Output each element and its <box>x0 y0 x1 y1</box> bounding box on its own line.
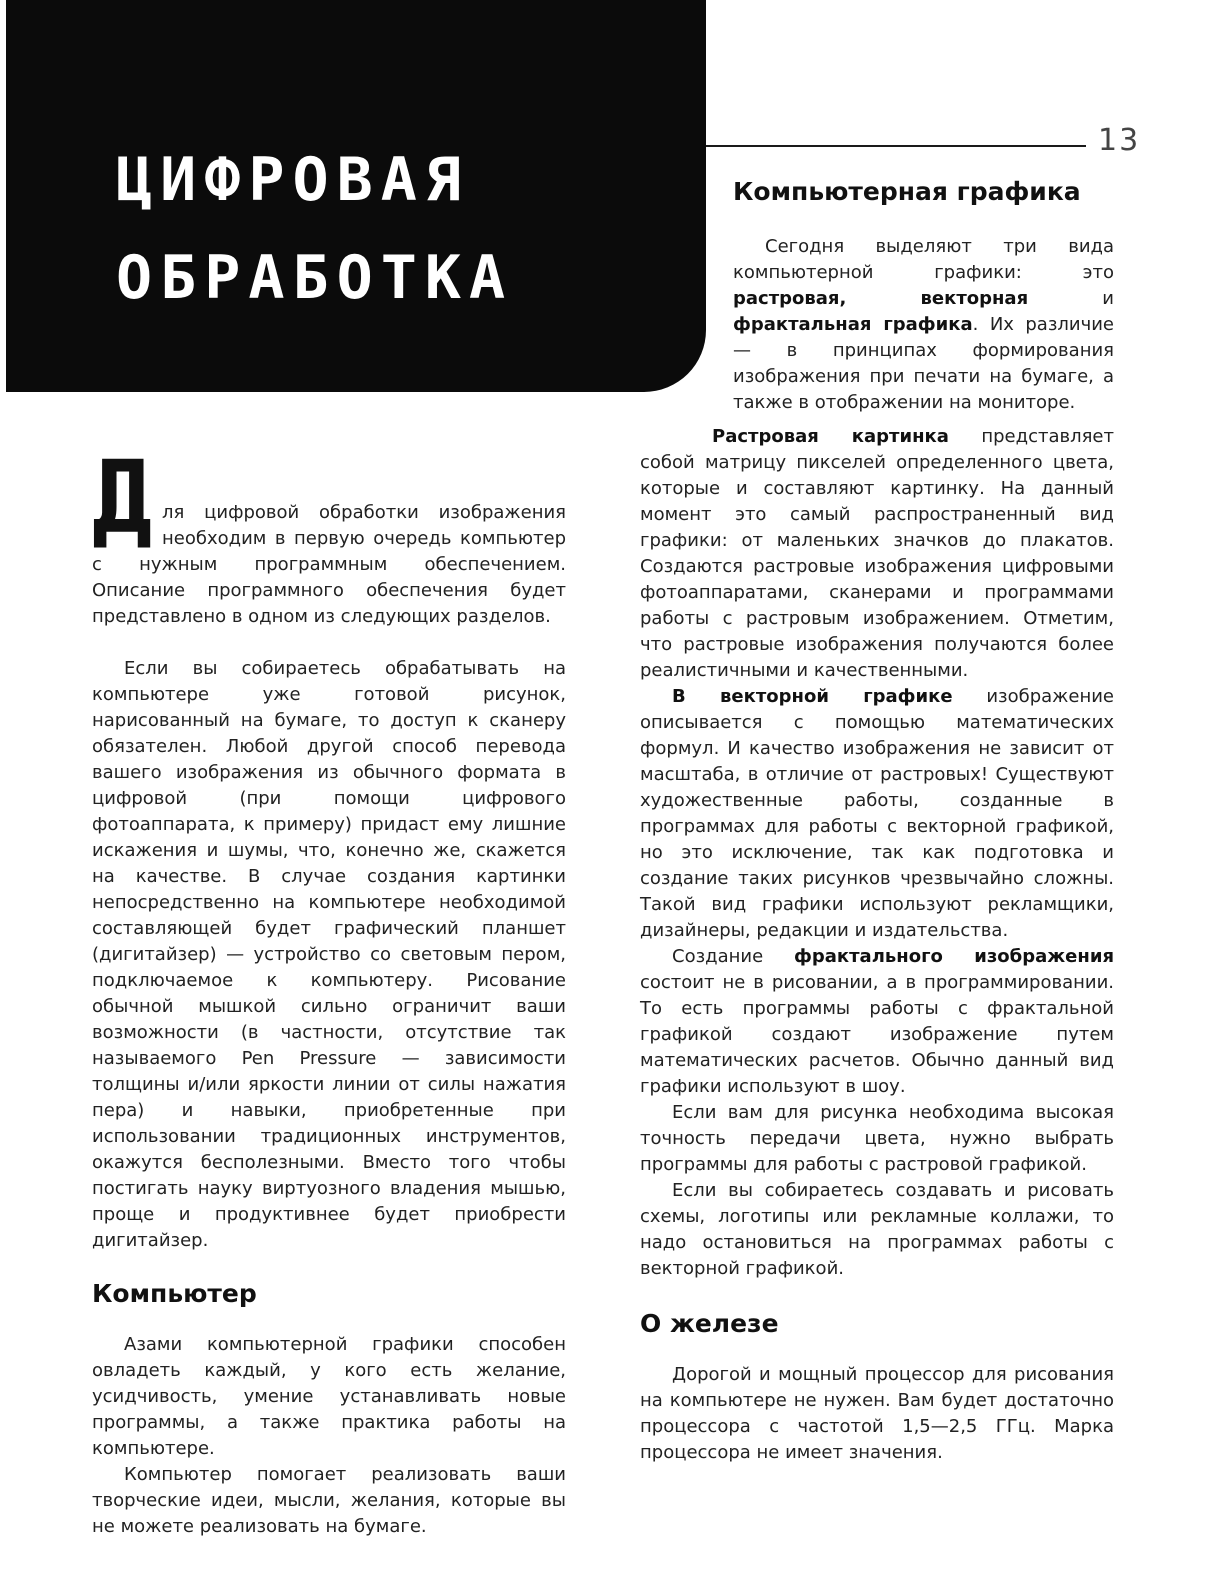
paragraph-intro: ля цифровой обработки изображения необходим в первую очередь компьютер с нужным программным обеспечением. Описание программного обеспечения будет представлено в одном из следующих разделов. <box>92 502 566 627</box>
drop-cap: Д <box>92 439 153 556</box>
page-number: 13 <box>1098 123 1141 158</box>
paragraph-raster <box>640 424 1114 684</box>
heading-hardware: О железе <box>640 1309 779 1338</box>
term-vector-graphics: В векторной графике <box>672 686 953 707</box>
term-fractal-image: фрактального изображения <box>794 946 1114 967</box>
text: Создание <box>672 946 795 967</box>
text: Сегодня выделяют три вида компьютерной графики: это <box>733 236 1114 283</box>
text: изображение описывается с помощью математических формул. И качество изображения не зависит от масштаба, в отличие от растровых! Существуют художественные работы, созданные в программах для работы с векторной графикой, но это исключение, так как подготовка и создание таких рисунков чрезвычайно сложны. Такой вид графики используют рекламщики, дизайнеры, редакции и издательства. <box>640 686 1114 941</box>
term-raster-picture: Растровая картинка <box>712 426 949 447</box>
right-column-lower <box>640 424 1114 1466</box>
heading-computer: Компьютер <box>92 1279 257 1308</box>
heading-computer-graphics: Компьютерная графика <box>733 177 1081 206</box>
text: . Их различие — в принципах формирования изображения при печати на бумаге, а также в отображении на мониторе. <box>733 314 1115 413</box>
paragraph-graphics-types <box>733 234 1114 416</box>
term-vector: векторная <box>920 288 1029 309</box>
intro-block <box>92 439 566 630</box>
text: состоит не в рисовании, а в программировании. То есть программы работы с фрактальной графикой создают изображение путем математических расчетов. Обычно данный вид графики используют в шоу. <box>640 972 1114 1097</box>
chapter-title-line-2: ОБРАБОТКА <box>116 243 514 313</box>
paragraph-raster-advice: Если вам для рисунка необходима высокая точность передачи цвета, нужно выбрать программы для работы с растровой графикой. <box>640 1102 1114 1175</box>
paragraph-vector <box>640 684 1114 944</box>
paragraph-vector-advice: Если вы собираетесь создавать и рисовать схемы, логотипы или рекламные коллажи, то надо остановиться на программах работы с векторной графикой. <box>640 1180 1114 1279</box>
term-raster: растровая, <box>733 288 847 309</box>
chapter-title-block <box>6 0 706 392</box>
header-rule <box>706 145 1086 147</box>
paragraph-computer-ideas: Компьютер помогает реализовать ваши творческие идеи, мысли, желания, которые вы не можете реализовать на бумаге. <box>92 1464 566 1537</box>
text: и <box>1028 288 1114 309</box>
chapter-title-line-1: ЦИФРОВАЯ <box>116 145 469 215</box>
paragraph-hardware: Дорогой и мощный процессор для рисования на компьютере не нужен. Вам будет достаточно процессора с частотой 1,5—2,5 ГГц. Марка процессора не имеет значения. <box>640 1364 1114 1463</box>
left-column <box>92 439 566 1540</box>
paragraph-scanner: Если вы собираетесь обрабатывать на компьютере уже готовой рисунок, нарисованный на бумаге, то доступ к сканеру обязателен. Любой другой способ перевода вашего изображения из обычного формата в цифровой (при помощи цифрового фотоаппарата, к примеру) придаст ему лишние искажения и шумы, что, конечно же, скажется на качестве. В случае создания картинки непосредственно на компьютере необходимой составляющей будет графический планшет (дигитайзер) — устройство со световым пером, подключаемое к компьютеру. Рисование обычной мышкой сильно ограничит ваши возможности (в частности, отсутствие так называемого Pen Pressure — зависимости толщины и/или яркости линии от силы нажатия пера) и навыки, приобретенные при использовании традиционных инструментов, окажутся бесполезными. Вместо того чтобы постигать науку виртуозного владения мышью, проще и продуктивнее будет приобрести дигитайзер. <box>92 658 566 1251</box>
paragraph-fractal <box>640 944 1114 1100</box>
right-column-upper <box>733 176 1114 416</box>
term-fractal: фрактальная графика <box>733 314 973 335</box>
text: представляет собой матрицу пикселей определенного цвета, которые и составляют картинку. На данный момент это самый распространенный вид графики: от маленьких значков до плакатов. Создаются растровые изображения цифровыми фотоаппаратами, сканерами и программами работы с растровым изображением. Отметим, что растровые изображения получаются более реалистичными и качественными. <box>640 426 1114 681</box>
paragraph-computer-basics: Азами компьютерной графики способен овладеть каждый, у кого есть желание, усидчивость, умение устанавливать новые программы, а также практика работы на компьютере. <box>92 1334 566 1459</box>
